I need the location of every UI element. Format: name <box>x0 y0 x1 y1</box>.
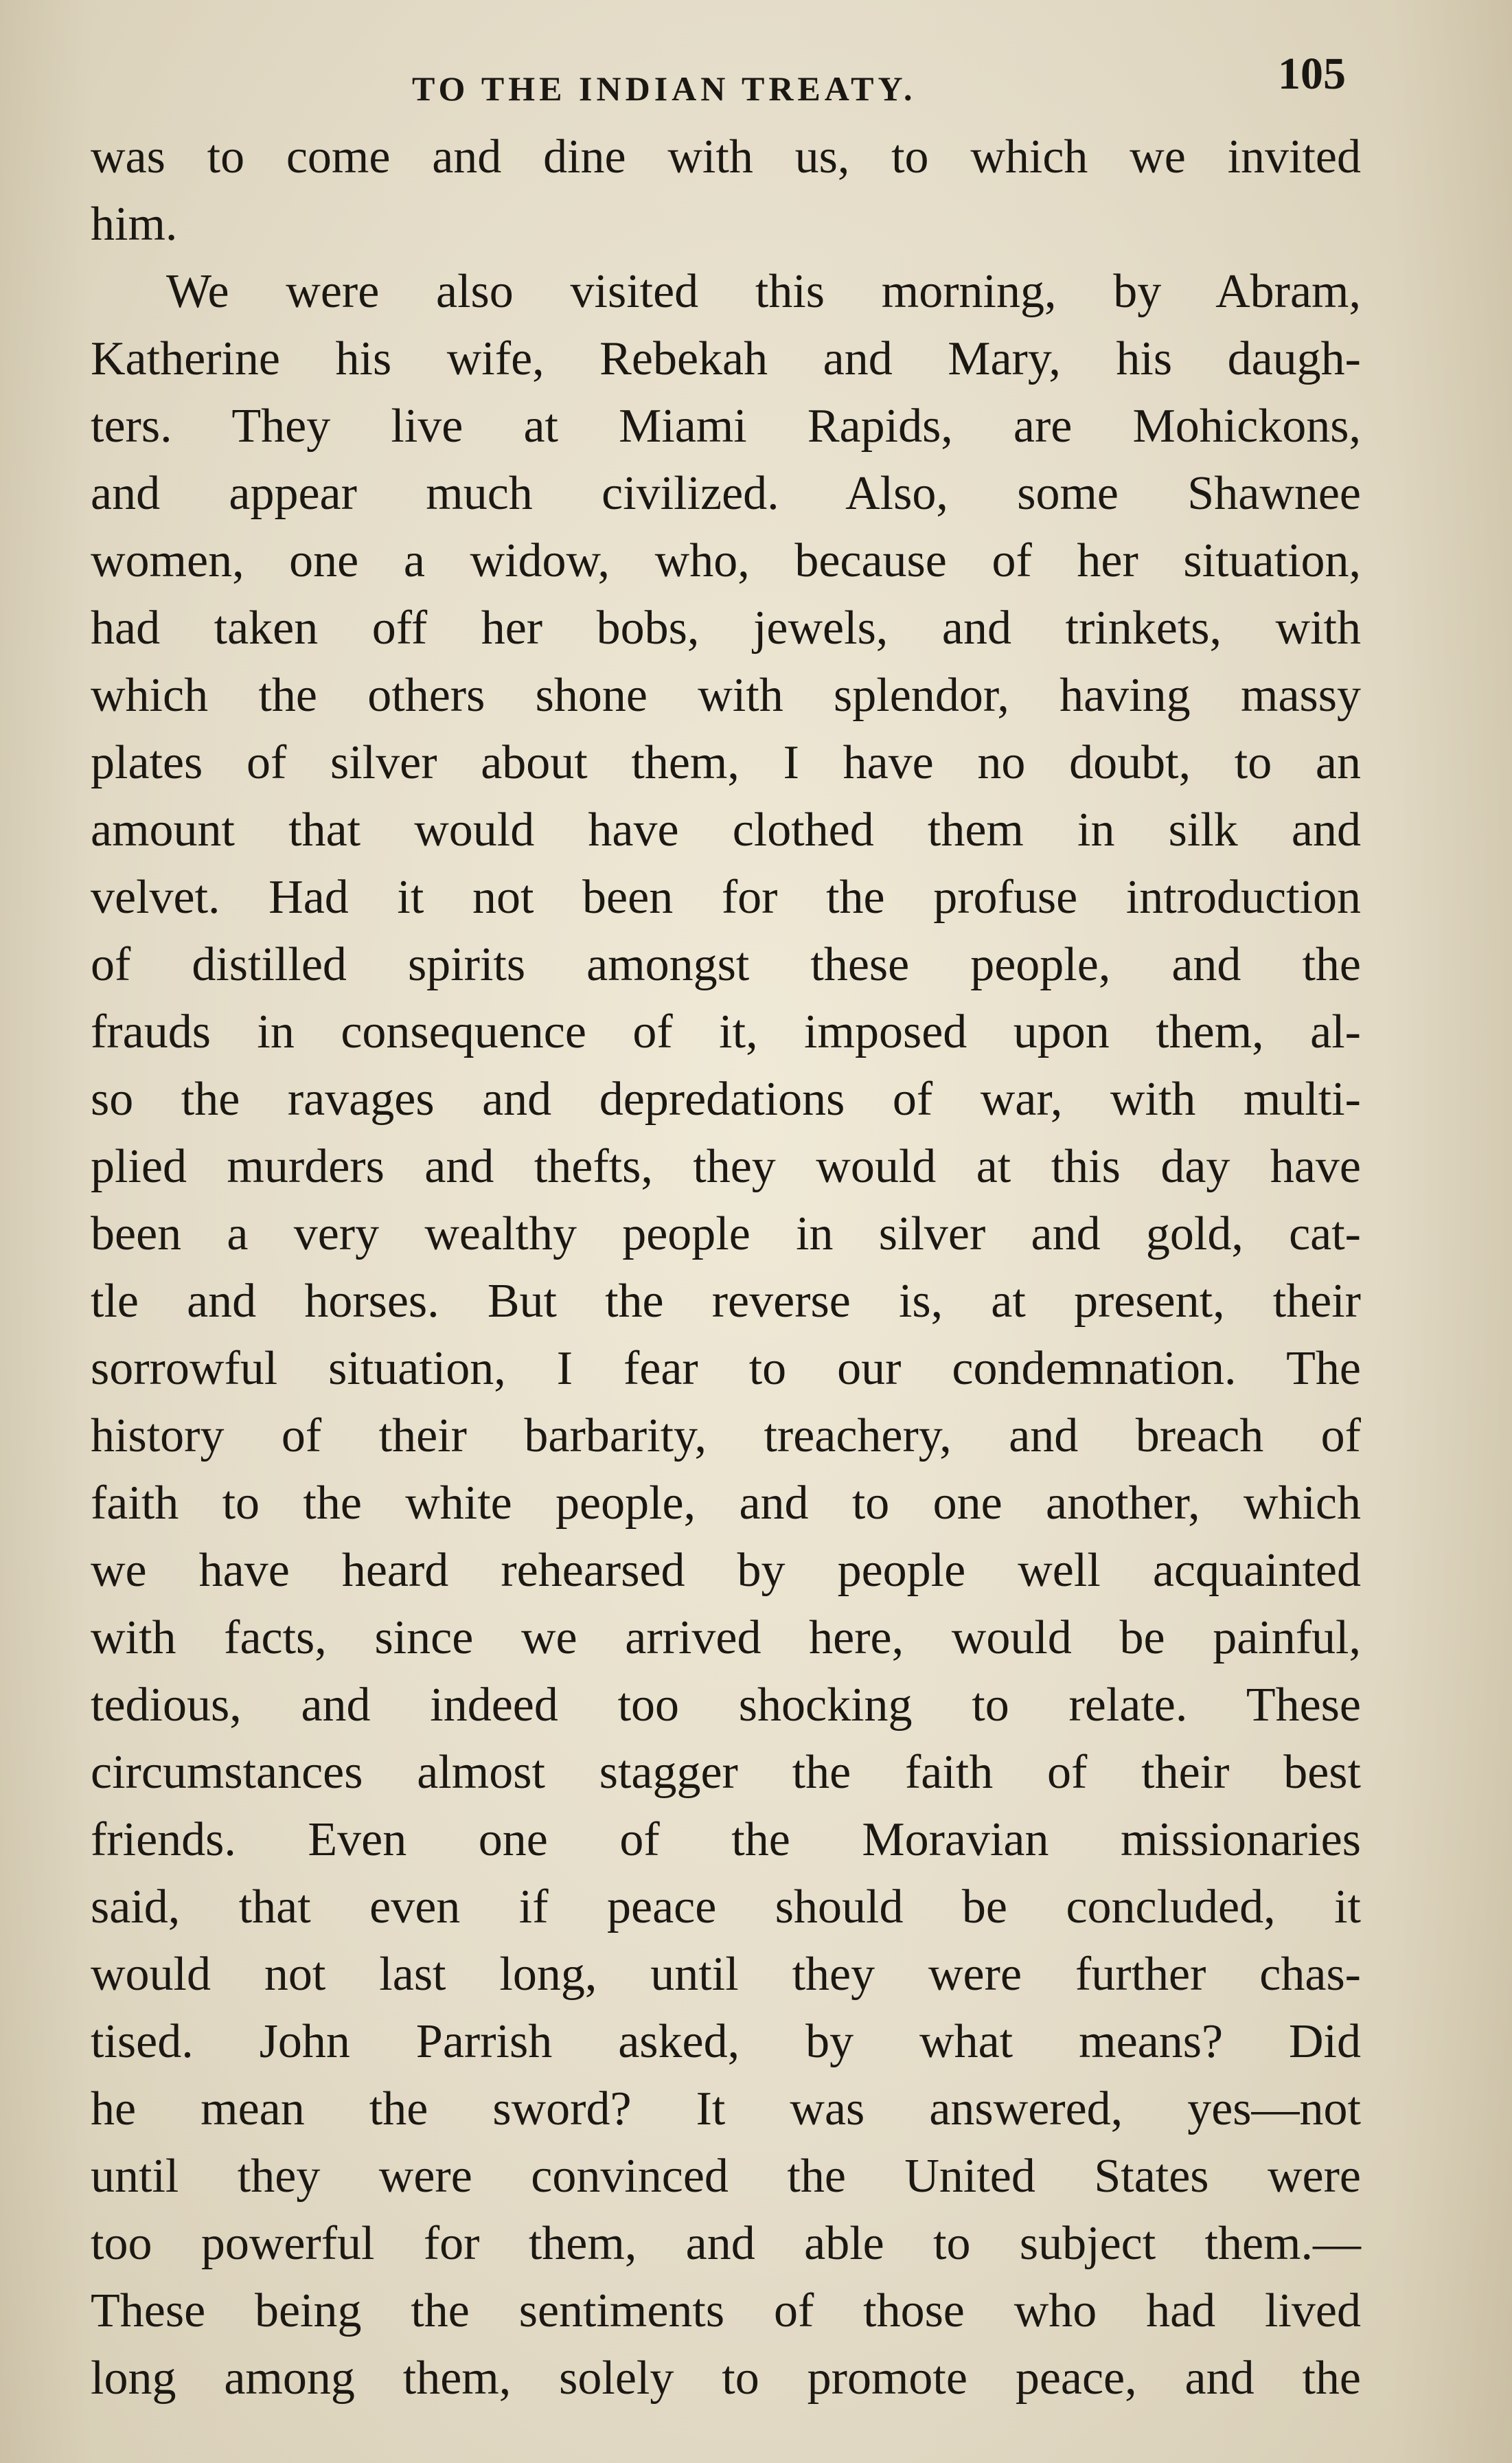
text-line: These being the sentiments of those who had lived <box>91 2284 1361 2337</box>
text-line: tedious, and indeed too shocking to relate. These <box>91 1679 1361 1732</box>
text-line: ters. They live at Miami Rapids, are Mohickons, <box>91 400 1361 453</box>
text-line: said, that even if peace should be concluded, it <box>91 1881 1361 1933</box>
text-line: which the others shone with splendor, having massy <box>91 669 1361 722</box>
text-line: circumstances almost stagger the faith of their best <box>91 1746 1361 1799</box>
text-line: We were also visited this morning, by Abram, <box>166 265 1361 318</box>
text-line: him. <box>91 198 178 251</box>
text-line: tle and horses. But the reverse is, at present, their <box>91 1275 1361 1328</box>
text-line: faith to the white people, and to one another, which <box>91 1477 1361 1530</box>
text-line: plied murders and thefts, they would at this day have <box>91 1140 1361 1193</box>
text-line: long among them, solely to promote peace, and the <box>91 2352 1361 2405</box>
text-line: with facts, since we arrived here, would be painful, <box>91 1611 1361 1664</box>
text-line: amount that would have clothed them in silk and <box>91 804 1361 856</box>
text-line: and appear much civilized. Also, some Shawnee <box>91 467 1361 520</box>
text-line: Katherine his wife, Rebekah and Mary, his daugh- <box>91 332 1361 385</box>
running-head: TO THE INDIAN TREATY. <box>412 69 917 108</box>
text-line: plates of silver about them, I have no doubt, to an <box>91 736 1361 789</box>
text-line: had taken off her bobs, jewels, and trinkets, with <box>91 602 1361 655</box>
text-line: women, one a widow, who, because of her situation, <box>91 534 1361 587</box>
text-line: history of their barbarity, treachery, and breach of <box>91 1409 1361 1462</box>
text-line: friends. Even one of the Moravian missionaries <box>91 1813 1361 1866</box>
text-line: of distilled spirits amongst these people, and the <box>91 938 1361 991</box>
text-line: we have heard rehearsed by people well acquainted <box>91 1544 1361 1597</box>
text-line: frauds in consequence of it, imposed upon them, al- <box>91 1006 1361 1058</box>
page-header <box>96 41 1346 117</box>
text-line: too powerful for them, and able to subject them.— <box>91 2217 1361 2270</box>
text-line: was to come and dine with us, to which we invited <box>91 130 1361 183</box>
text-line: would not last long, until they were further chas- <box>91 1948 1361 2001</box>
body-text <box>91 124 1361 2412</box>
page-number: 105 <box>1278 49 1346 99</box>
text-line: he mean the sword? It was answered, yes—not <box>91 2082 1361 2135</box>
text-line: been a very wealthy people in silver and gold, cat- <box>91 1207 1361 1260</box>
text-line: tised. John Parrish asked, by what means? Did <box>91 2015 1361 2068</box>
text-line: sorrowful situation, I fear to our condemnation. The <box>91 1342 1361 1395</box>
text-line: velvet. Had it not been for the profuse introduction <box>91 871 1361 924</box>
text-line: until they were convinced the United States were <box>91 2150 1361 2203</box>
text-line: so the ravages and depredations of war, with multi- <box>91 1073 1361 1126</box>
